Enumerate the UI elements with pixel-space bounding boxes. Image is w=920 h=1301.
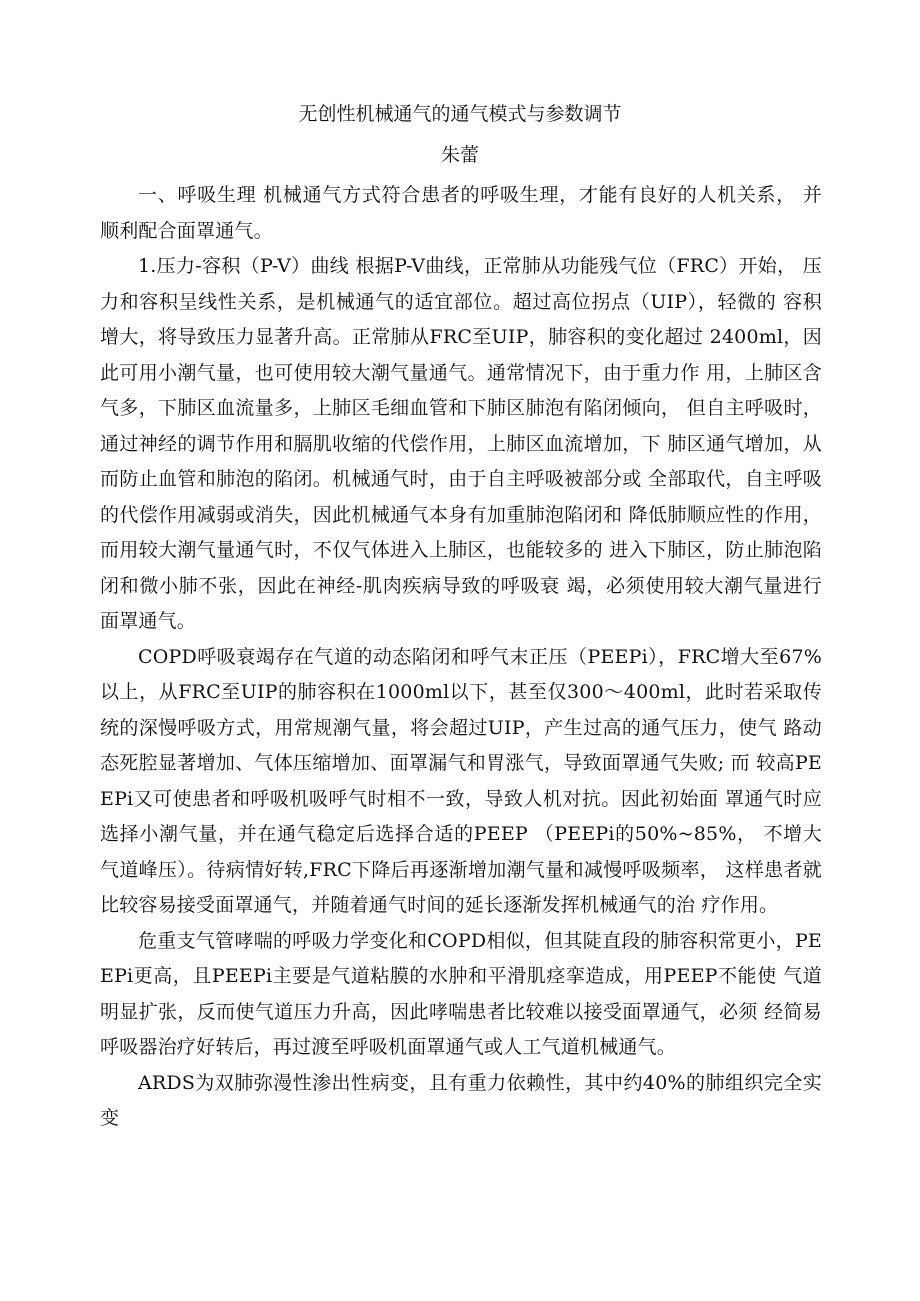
document-title: 无创性机械通气的通气模式与参数调节 [298, 103, 622, 125]
document-author: 朱蕾 [440, 144, 479, 166]
paragraph-asthma: 危重支气管哮喘的呼吸力学变化和COPD相似，但其陡直段的肺容积常更小，PEEPi更高，且PEEPi主要是气道粘膜的水肿和平滑肌痉挛造成，用PEEP不能使 气道明显扩张，反而使气道压力升高，因此哮喘患者比较难以接受面罩通气，必须 经简易呼吸器治疗好转后，再过渡至呼吸机面罩通气或人工气道机械通气。 [100, 929, 822, 1058]
paragraph-pv-curve: 1.压力-容积（P-V）曲线 根据P-V曲线，正常肺从功能残气位（FRC）开始， 压力和容积呈线性关系，是机械通气的适宜部位。超过高位拐点（UIP），轻微的 容积增大，将导致压力显著升高。正常肺从FRC至UIP，肺容积的变化超过 2400ml，因此可用小潮气量，也可使用较大潮气量通气。通常情况下，由于重力作 用，上肺区含气多，下肺区血流量多，上肺区毛细血管和下肺区肺泡有陷闭倾向， 但自主呼吸时，通过神经的调节作用和膈肌收缩的代偿作用，上肺区血流增加，下 肺区通气增加，从而防止血管和肺泡的陷闭。机械通气时，由于自主呼吸被部分或 全部取代，自主呼吸的代偿作用减弱或消失，因此机械通气本身有加重肺泡陷闭和 降低肺顺应性的作用，而用较大潮气量通气时，不仅气体进入上肺区，也能较多的 进入下肺区，防止肺泡陷闭和微小肺不张，因此在神经-肌肉疾病导致的呼吸衰 竭，必须使用较大潮气量进行面罩通气。 [100, 255, 822, 632]
paragraph-respiratory-physiology: 一、呼吸生理 机械通气方式符合患者的呼吸生理，才能有良好的人机关系， 并顺利配合面罩通气。 [100, 184, 822, 242]
paragraph-ards: ARDS为双肺弥漫性渗出性病变，且有重力依赖性，其中约40%的肺组织完全实 变 [100, 1071, 822, 1129]
paragraph-copd: COPD呼吸衰竭存在气道的动态陷闭和呼气末正压（PEEPi），FRC增大至67% 以上，从FRC至UIP的肺容积在1000ml以下，甚至仅300〜400ml，此时若采取传 统的深慢呼吸方式，用常规潮气量，将会超过UIP，产生过高的通气压力，使气 路动态死腔显著增加、气体压缩增加、面罩漏气和胃涨气，导致面罩通气失败; 而 较高PEEPi又可使患者和呼吸机吸呼气时相不一致，导致人机对抗。因此初始面 罩通气时应选择小潮气量，并在通气稳定后选择合适的PEEP （PEEPi的50%~85%， 不增大气道峰压）。待病情好转,FRC下降后再逐渐增加潮气量和减慢呼吸频率， 这样患者就比较容易接受面罩通气，并随着通气时间的延长逐渐发挥机械通气的治 疗作用。 [100, 645, 822, 916]
document-body [100, 178, 822, 1137]
